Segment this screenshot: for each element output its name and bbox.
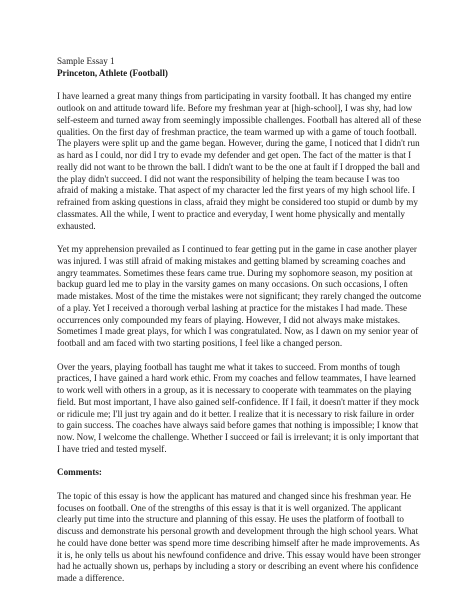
essay-paragraph-3: Over the years, playing football has taught me what it takes to succeed. From months of tough practices, I have gained a hard work ethic. From my coaches and fellow teammates, I have learned to work well with others in a group, as it is necessary to cooperate with teammates on the playing field. But most important, I have also gained self-confidence. If I fail, it doesn't matter if they mock or ridicule me; I'll just try again and do it better. I realize that it is necessary to risk failure in order to gain success. The coaches have always said before games that nothing is impossible; I know that now. Now, I welcome the challenge. Whether I succeed or fail is irrelevant; it is only important that I have tried and tested myself. [57, 361, 419, 454]
spacer [57, 80, 423, 92]
essay-paragraph-1: I have learned a great many things from participating in varsity football. It has changed my entire outlook on and attitude toward life. Before my freshman year at [high-school], I was shy, had low self-esteem and turned away from seemingly impossible challenges. Football has altered all of these qualities. On the first day of freshman practice, the team warmed up with a game of touch football. The players were split up and the game began. However, during the game, I noticed that I didn't run as hard as I could, nor did I try to evade my defender and get open. The fact of the matter is that I really did not want to be thrown the ball. I didn't want to be the one at fault if I dropped the ball and the play didn't succeed. I did not want the responsibility of helping the team because I was too afraid of making a mistake. That aspect of my character led the first years of my high school life. I refrained from asking questions in class, afraid they might be considered too stupid or dumb by my classmates. All the while, I went to practice and everyday, I went home physically and mentally exhausted. [57, 91, 422, 231]
comments-heading: Comments: [57, 467, 102, 478]
document-page [57, 56, 423, 597]
comments-body: The topic of this essay is how the applicant has matured and changed since his freshman year. He focuses on football. One of the strengths of this essay is that it is well organized. The applicant clearly put time into the structure and planning of this essay. He uses the platform of football to discuss and demonstrate his personal growth and development through the high school years. What he could have done better was spend more time describing himself after he made improvements. As it is, he only tells us about his newfound confidence and drive. This essay would have been stronger had he actually shown us, perhaps by including a story or describing an event where his confidence made a difference. [57, 490, 421, 583]
sample-label: Sample Essay 1 [57, 56, 115, 66]
essay-title: Princeton, Athlete (Football) [57, 67, 168, 78]
essay-paragraph-2: Yet my apprehension prevailed as I continued to fear getting put in the game in case another player was injured. I was still afraid of making mistakes and getting blamed by screaming coaches and angry teammates. Sometimes these fears came true. During my sophomore season, my position at backup guard led me to play in the varsity games on many occasions. On such occasions, I often made mistakes. Most of the time the mistakes were not significant; they rarely changed the outcome of a play. Yet I received a thorough verbal lashing at practice for the mistakes I had made. These occurrences only compounded my fears of playing. However, I did not always make mistakes. Sometimes I made great plays, for which I was congratulated. Now, as I dawn on my senior year of football and am faced with two starting positions, I feel like a changed person. [57, 244, 422, 348]
